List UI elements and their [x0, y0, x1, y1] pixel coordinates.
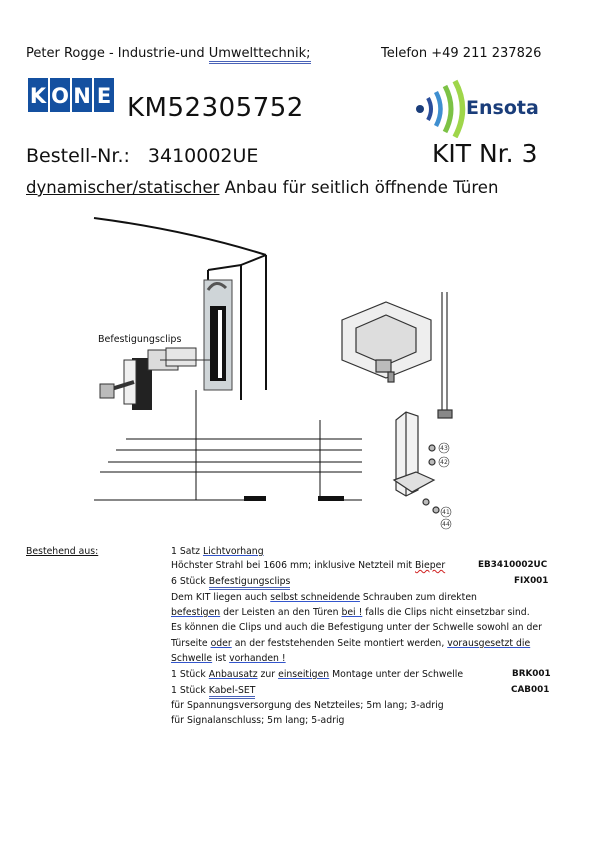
order-label: Bestell-Nr.: [26, 145, 130, 167]
text: oder [210, 638, 232, 649]
article-code: CAB001 [511, 685, 550, 695]
text: 1 Satz [171, 546, 203, 557]
part-label: 42 [440, 459, 448, 466]
clips-label: Befestigungsclips [98, 334, 182, 345]
text: an der feststehenden Seite montiert werden, [231, 638, 448, 649]
subtitle-underlined: dynamischer/statischer [26, 178, 220, 197]
text: Montage unter der Schwelle [329, 669, 464, 680]
kit-number: KIT Nr. 3 [432, 139, 538, 168]
text: falls die Clips nicht einsetzbar sind. [362, 607, 530, 618]
list-item [171, 576, 290, 588]
article-code: EB3410002UC [478, 560, 548, 570]
list-item [171, 669, 463, 681]
article-code: FIX001 [514, 576, 549, 586]
order-number [26, 145, 258, 167]
text: zur [257, 669, 279, 680]
text: Schwelle [171, 653, 213, 664]
text: Lichtvorhang [202, 546, 264, 557]
list-item [171, 560, 445, 572]
installation-diagram [86, 210, 566, 530]
list-item [171, 592, 477, 604]
article-code: BRK001 [512, 669, 551, 679]
text: Dem KIT liegen auch [171, 592, 271, 603]
text: Anbausatz [208, 669, 258, 680]
text: bei ! [341, 607, 363, 618]
text: 1 Stück [171, 669, 209, 680]
company-name-part: Peter Rogge - Industrie-und [26, 46, 209, 61]
subtitle [26, 178, 498, 197]
vertical-post [438, 292, 452, 418]
list-item [171, 653, 286, 665]
text: ist [212, 653, 230, 664]
text: Bieper [415, 560, 446, 571]
text: 1 Stück [171, 685, 209, 696]
text: einseitigen [278, 669, 330, 680]
company-name-underlined: Umwelttechnik; [209, 46, 311, 64]
company-name [26, 46, 311, 61]
phone-number: Telefon +49 211 237826 [381, 46, 542, 61]
list-item [171, 546, 264, 558]
part-label: 44 [442, 521, 450, 528]
text: selbst schneidende [270, 592, 360, 603]
text: 6 Stück [171, 576, 209, 587]
svg-text:K: K [29, 84, 47, 108]
text: vorausgesetzt die [447, 638, 531, 649]
text: vorhanden ! [229, 653, 286, 664]
list-item: für Spannungsversorgung des Netzteiles; 5m lang; 3-adrig [171, 700, 444, 711]
text: Befestigungsclips [209, 576, 291, 590]
bracket-detail [394, 412, 439, 513]
text: Türseite [171, 638, 211, 649]
svg-text:O: O [51, 84, 69, 108]
text: befestigen [171, 607, 221, 618]
svg-text:N: N [73, 84, 91, 108]
part-label: 41 [442, 509, 450, 516]
kone-logo [28, 78, 114, 116]
list-item: Es können die Clips und auch die Befestigung unter der Schwelle sowohl an der [171, 622, 542, 633]
model-number: KM52305752 [127, 93, 304, 123]
text: Höchster Strahl bei 1606 mm; inklusive Netzteil mit [171, 560, 416, 571]
subtitle-rest: Anbau für seitlich öffnende Türen [219, 178, 499, 197]
text: der Leisten an den Türen [220, 607, 342, 618]
ensota-logo [412, 76, 552, 142]
list-item: für Signalanschluss; 5m lang; 5-adrig [171, 715, 345, 726]
track-profile [342, 302, 431, 382]
order-value: 3410002UE [147, 145, 259, 167]
text: Kabel-SET [209, 685, 256, 699]
part-label: 43 [440, 445, 448, 452]
list-item [171, 607, 530, 619]
ensota-wordmark: Ensota [466, 97, 539, 119]
list-item [171, 638, 530, 650]
text: Schrauben zum direkten [359, 592, 477, 603]
list-item [171, 685, 255, 697]
clip-detail [100, 348, 210, 410]
svg-text:E: E [96, 84, 112, 108]
contents-label: Bestehend aus: [26, 546, 99, 557]
